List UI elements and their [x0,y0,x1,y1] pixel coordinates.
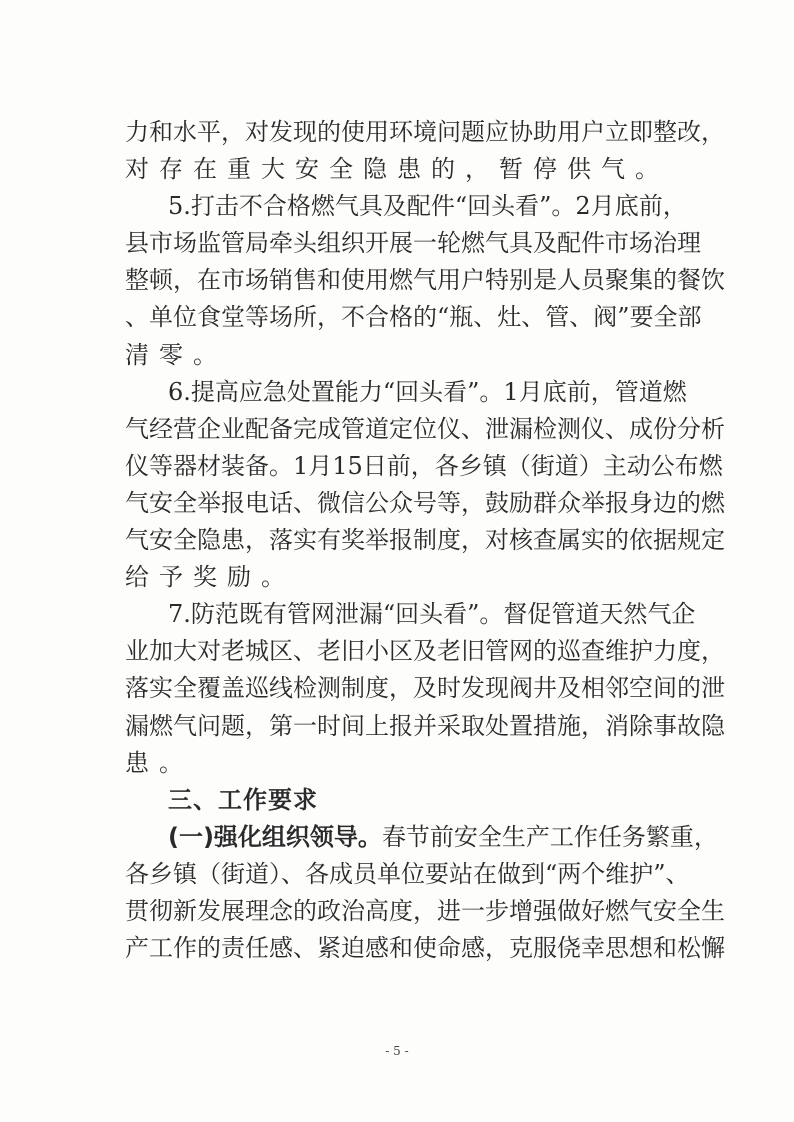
paragraph-line [125,819,718,856]
paragraph-line: 清零。 [125,340,227,369]
body-text [125,114,725,967]
paragraph-line: 整顿，在市场销售和使用燃气用户特别是人员聚集的餐饮 [125,266,725,295]
paragraph-line: 业加大对老城区、老旧小区及老旧管网的巡查维护力度， [125,637,725,666]
paragraph-line: 气经营企业配备完成管道定位仪、泄漏检测仪、成份分析 [125,414,725,443]
paragraph-line: 漏燃气问题，第一时间上报并采取处置措施，消除事故隐 [125,711,725,740]
paragraph-line: 县市场监管局牵头组织开展一轮燃气具及配件市场治理 [125,229,701,258]
page-number: - 5 - [385,1044,409,1058]
paragraph-line: 5.打击不合格燃气具及配件“回头看”。2月底前， [168,192,687,221]
paragraph-line: 、单位食堂等场所，不合格的“瓶、灶、管、阀”要全部 [125,303,702,332]
paragraph-line: 给予奖励。 [125,563,295,592]
section-heading: 三、工作要求 [168,785,318,814]
paragraph-line: 贯彻新发展理念的政治高度，进一步增强做好燃气安全生 [125,896,725,925]
paragraph-line: 6.提高应急处置能力“回头看”。1月底前，管道燃 [168,377,687,406]
paragraph-line: 落实全覆盖巡线检测制度，及时发现阀井及相邻空间的泄 [125,674,725,703]
line-text: 春节前安全生产工作任务繁重， [381,822,718,851]
paragraph-line: 气安全举报电话、微信公众号等，鼓励群众举报身边的燃 [125,488,725,517]
paragraph-line: 仪等器材装备。1月15日前，各乡镇（街道）主动公布燃 [125,451,723,480]
paragraph-line: 力和水平，对发现的使用环境问题应协助用户立即整改， [125,118,725,146]
paragraph-line: 气安全隐患，落实有奖举报制度，对核查属实的依据规定 [125,526,725,555]
bold-lead-in: (一)强化组织领导。 [168,822,382,851]
paragraph-line: 对存在重大安全隐患的，暂停供气。 [125,155,669,184]
paragraph-line: 7.防范既有管网泄漏“回头看”。督促管道天然气企 [168,600,696,629]
paragraph-line: 产工作的责任感、紧迫感和使命感，克服侥幸思想和松懈 [125,934,725,963]
paragraph-line: 各乡镇（街道）、各成员单位要站在做到“两个维护”、 [125,859,690,888]
paragraph-line: 患。 [125,748,193,777]
